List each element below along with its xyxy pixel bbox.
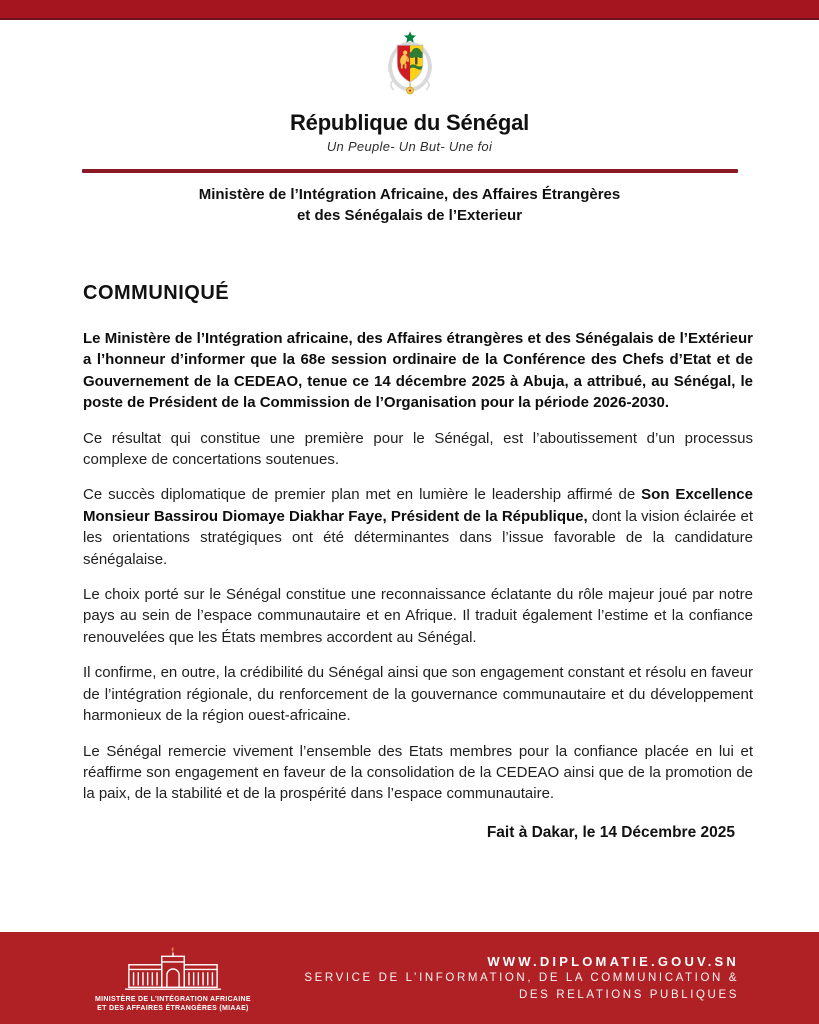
header-divider xyxy=(82,169,738,173)
communique-heading: COMMUNIQUÉ xyxy=(83,282,230,304)
paragraph-recognition: Le choix porté sur le Sénégal constitue une reconnaissance éclatante du rôle majeur joué par notre pays au sein de l’espace communautaire et en Afrique. Il traduit également l’estime et la confiance renouvelées que les États membres accordent au Sénégal. xyxy=(83,586,753,646)
paragraph-leadership-after: dont la vision éclairée et les orientations stratégiques ont été déterminantes dans l’issue favorable de la candidature sénégalaise. xyxy=(83,507,753,568)
national-motto: Un Peuple- Un But- Une foi xyxy=(326,139,493,154)
paragraph-announcement: Le Ministère de l’Intégration africaine, des Affaires étrangères et des Sénégalais de l’Extérieur a l’honneur d’informer que la 68e session ordinaire de la Conférence des Chefs d’Etat et de Gouvernement de la CEDEAO, tenue ce 14 décembre 2025 à Abuja, a attribué, au Sénégal, le poste de Président de la Commission de l’Organisation pour la période 2026-2030. xyxy=(83,330,753,412)
ministry-logo-caption xyxy=(95,995,251,1013)
paragraph-credibility: Il confirme, en outre, la crédibilité du Sénégal ainsi que son engagement constant et résolu en faveur de l’intégration régionale, du renforcement de la gouvernance communautaire et du développement harmonieux de la région ouest-africaine. xyxy=(83,664,753,725)
document-footer xyxy=(0,932,819,1024)
paragraph-thanks: Le Sénégal remercie vivement l’ensemble des Etats membres pour la confiance placée en lui et réaffirme son engagement en faveur de la consolidation de la CEDEAO ainsi que de la promotion de la paix, de la stabilité et de la prospérité dans l’espace communautaire. xyxy=(83,742,753,803)
ministry-name xyxy=(0,184,819,226)
document-header xyxy=(0,20,819,226)
top-border-bar xyxy=(0,0,819,20)
flame-icon xyxy=(172,946,174,951)
ministry-building-icon xyxy=(121,946,225,992)
dateline: Fait à Dakar, le 14 Décembre 2025 xyxy=(486,823,735,841)
communique-body xyxy=(0,282,819,842)
green-star-icon xyxy=(403,31,415,42)
ministry-name-line2: et des Sénégalais de l’Exterieur xyxy=(296,207,523,224)
paragraph-leadership xyxy=(83,484,753,570)
paragraph-leadership-before: Ce succès diplomatique de premier plan met en lumière le leadership affirmé de xyxy=(83,486,642,504)
medal-icon xyxy=(406,83,413,94)
ministry-name-line1: Ministère de l’Intégration Africaine, des Affaires Étrangères xyxy=(198,186,621,203)
website-url: WWW.DIPLOMATIE.GOUV.SN xyxy=(487,953,739,969)
shield-icon xyxy=(397,45,424,82)
logo-caption-line1: MINISTÈRE DE L’INTÉGRATION AFRICAINE xyxy=(95,995,251,1003)
logo-caption-line2: ET DES AFFAIRES ÉTRANGÈRES (MIAAE) xyxy=(97,1004,249,1012)
service-line2: DES RELATIONS PUBLIQUES xyxy=(519,988,739,1001)
ministry-logo-block xyxy=(95,946,251,1013)
senegal-coat-of-arms-icon xyxy=(378,29,442,103)
footer-contact-block xyxy=(304,953,739,1004)
paragraph-result: Ce résultat qui constitue une première pour le Sénégal, est l’aboutissement d’un processus complexe de concertations soutenues. xyxy=(83,429,753,469)
country-title: République du Sénégal xyxy=(289,110,530,135)
service-line1: SERVICE DE L’INFORMATION, DE LA COMMUNICATION & xyxy=(304,971,739,984)
president-name-bold: Son Excellence Monsieur Bassirou Diomaye Diakhar Faye, Président de la République, xyxy=(83,486,753,525)
